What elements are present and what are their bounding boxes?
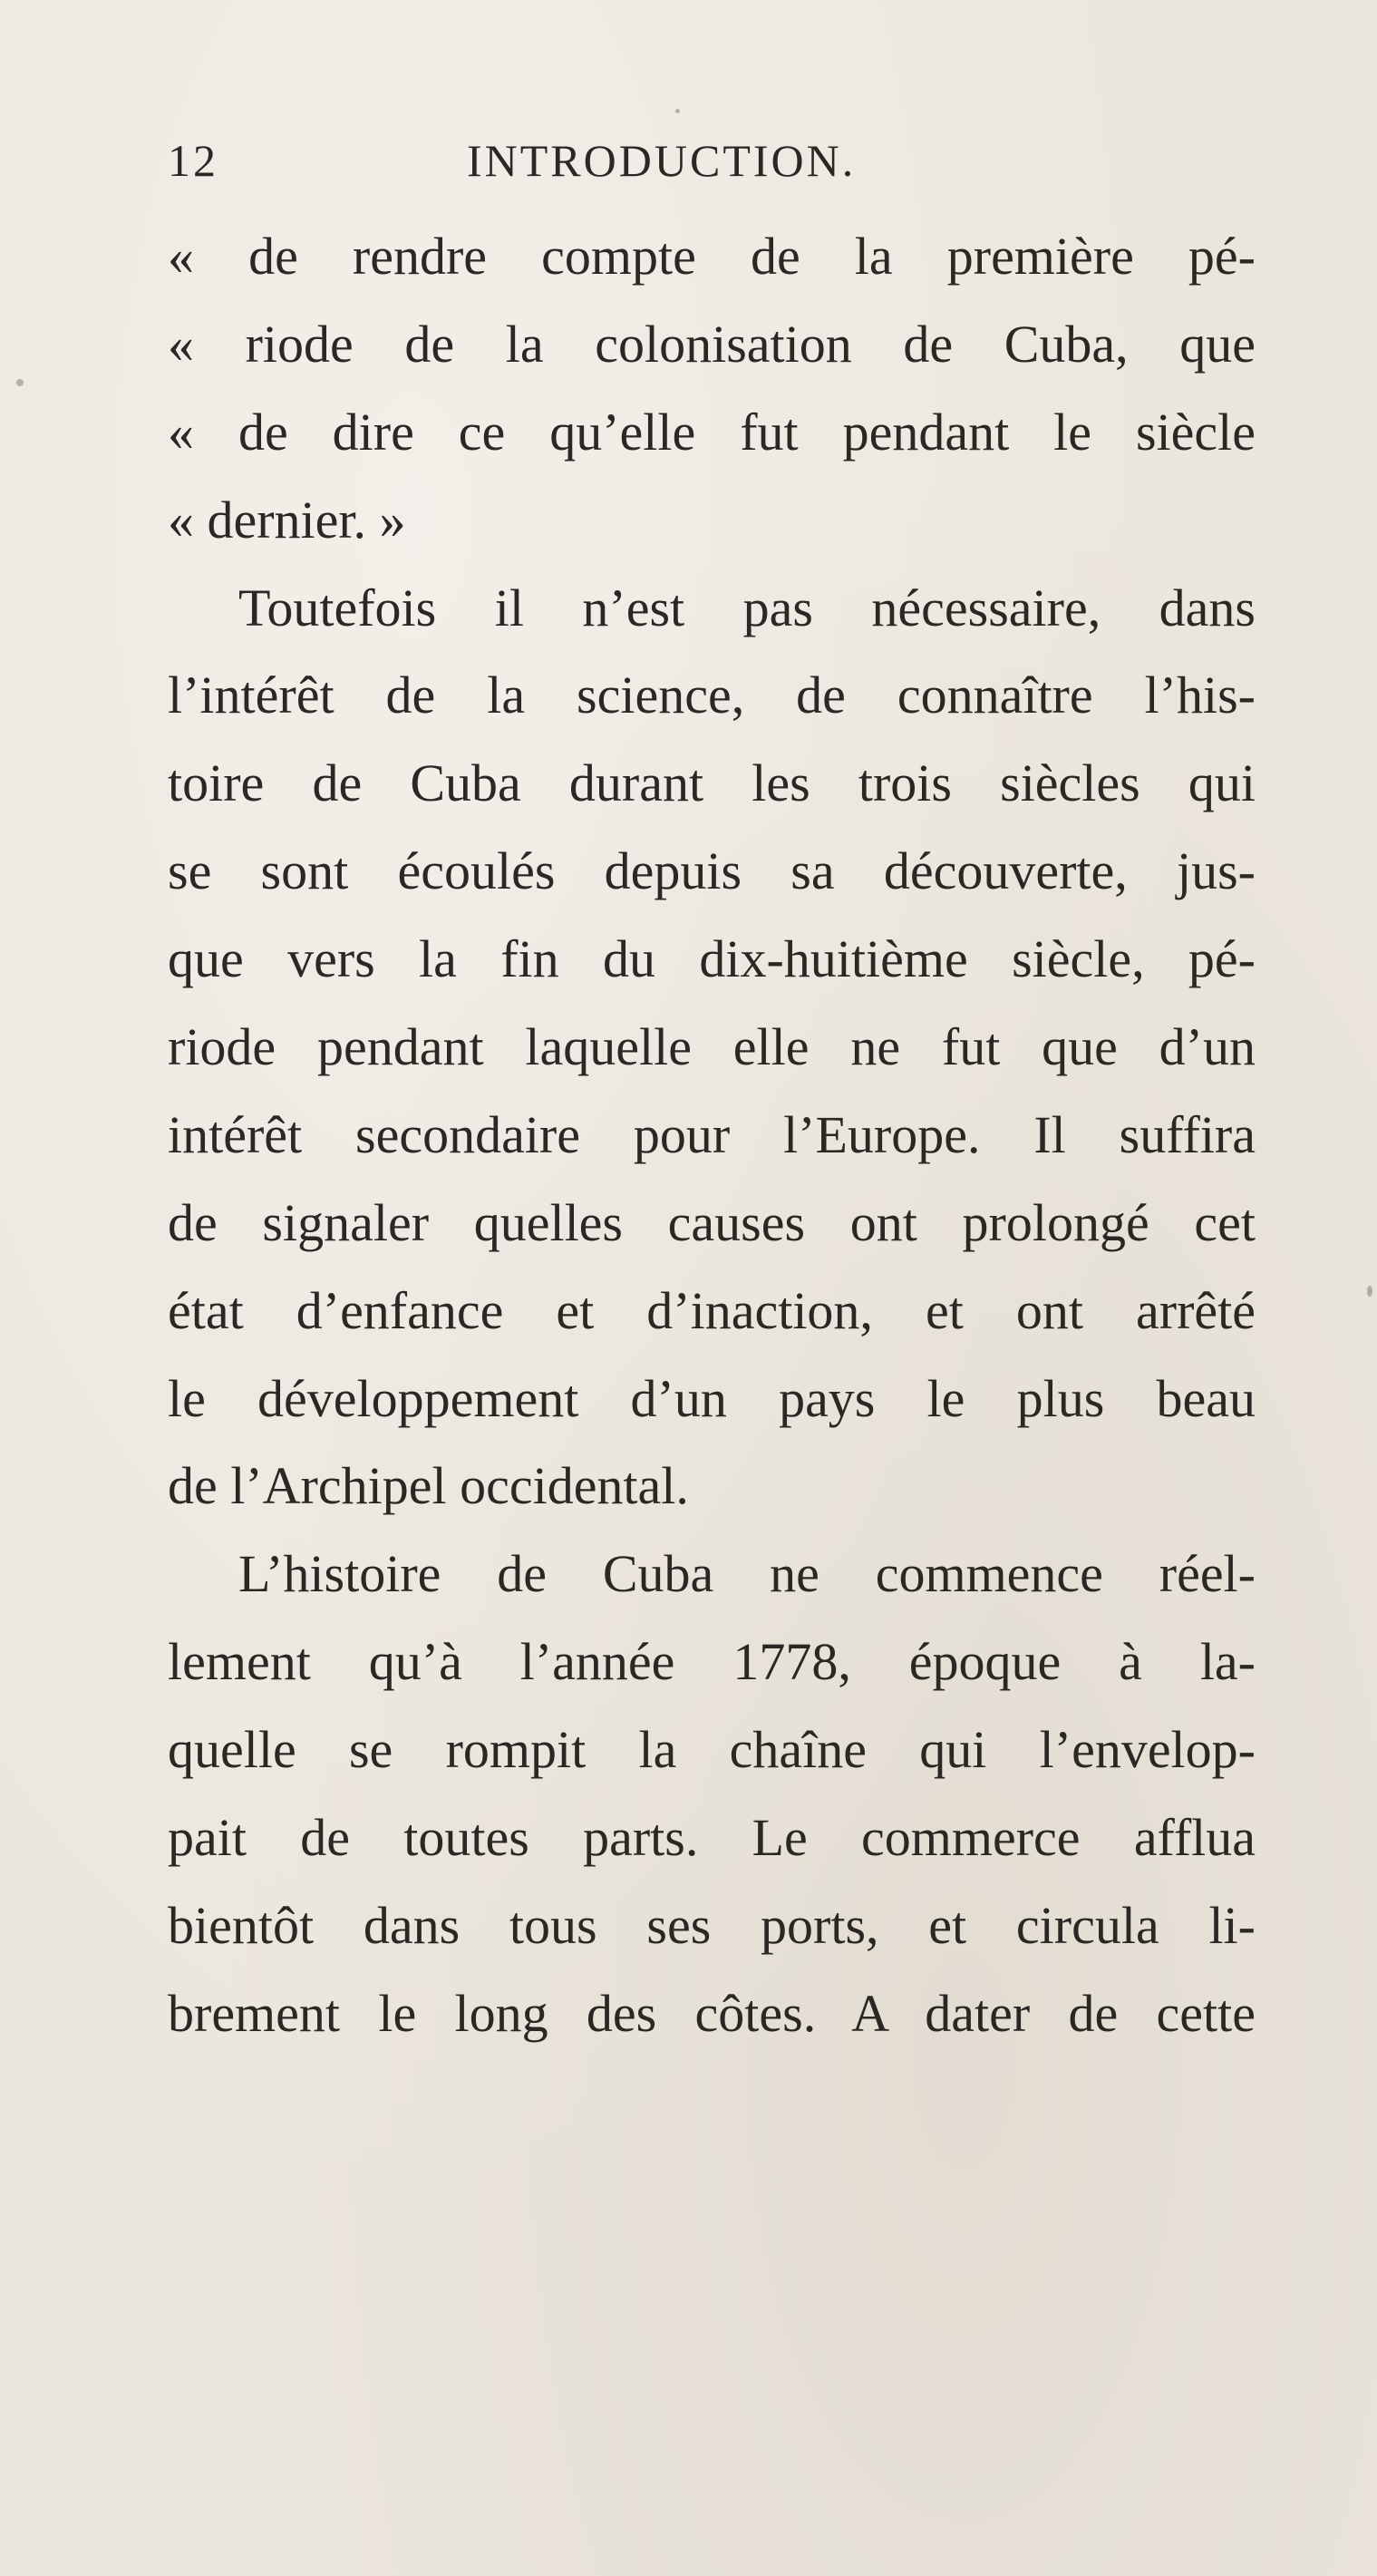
- text-line: « de rendre compte de la première pé-: [168, 227, 1256, 286]
- text-line: intérêt secondaire pour l’Europe. Il suffira: [168, 1104, 1256, 1164]
- text-line: état d’enfance et d’inaction, et ont arrêté: [168, 1280, 1256, 1340]
- text-line: lement qu’à l’année 1778, époque à la-: [168, 1632, 1256, 1692]
- paper-speck: [675, 109, 680, 113]
- text-line: l’intérêt de la science, de connaître l’his-: [168, 666, 1256, 725]
- text-line: de l’Archipel occidental.: [168, 1456, 689, 1516]
- text-line: que vers la fin du dix-huitième siècle, pé-: [168, 929, 1256, 989]
- running-title: INTRODUCTION.: [467, 135, 857, 186]
- text-line: le développement d’un pays le plus beau: [168, 1368, 1256, 1428]
- text-line: « dernier. »: [168, 490, 406, 549]
- text-line: bientôt dans tous ses ports, et circula li-: [168, 1895, 1256, 1955]
- paragraph-first-line: Toutefois il n’est pas nécessaire, dans: [238, 578, 1256, 637]
- body-text: [168, 213, 1256, 2058]
- paper-speck: [16, 379, 24, 386]
- text-line: brement le long des côtes. A dater de cette: [168, 1983, 1256, 2043]
- text-line: riode pendant laquelle elle ne fut que d’un: [168, 1017, 1256, 1077]
- paragraph-first-line: L’histoire de Cuba ne commence réel-: [238, 1544, 1256, 1604]
- paper-speck: [1367, 1286, 1372, 1297]
- text-line: quelle se rompit la chaîne qui l’envelop-: [168, 1720, 1256, 1780]
- text-line: « de dire ce qu’elle fut pendant le siècle: [168, 402, 1256, 462]
- page-header: [168, 134, 1256, 198]
- page-number: 12: [168, 135, 218, 186]
- text-line: toire de Cuba durant les trois siècles qui: [168, 753, 1256, 813]
- text-line: pait de toutes parts. Le commerce afflua: [168, 1808, 1256, 1868]
- text-line: « riode de la colonisation de Cuba, que: [168, 314, 1256, 374]
- text-line: de signaler quelles causes ont prolongé cet: [168, 1192, 1256, 1252]
- text-line: se sont écoulés depuis sa découverte, jus-: [168, 841, 1256, 901]
